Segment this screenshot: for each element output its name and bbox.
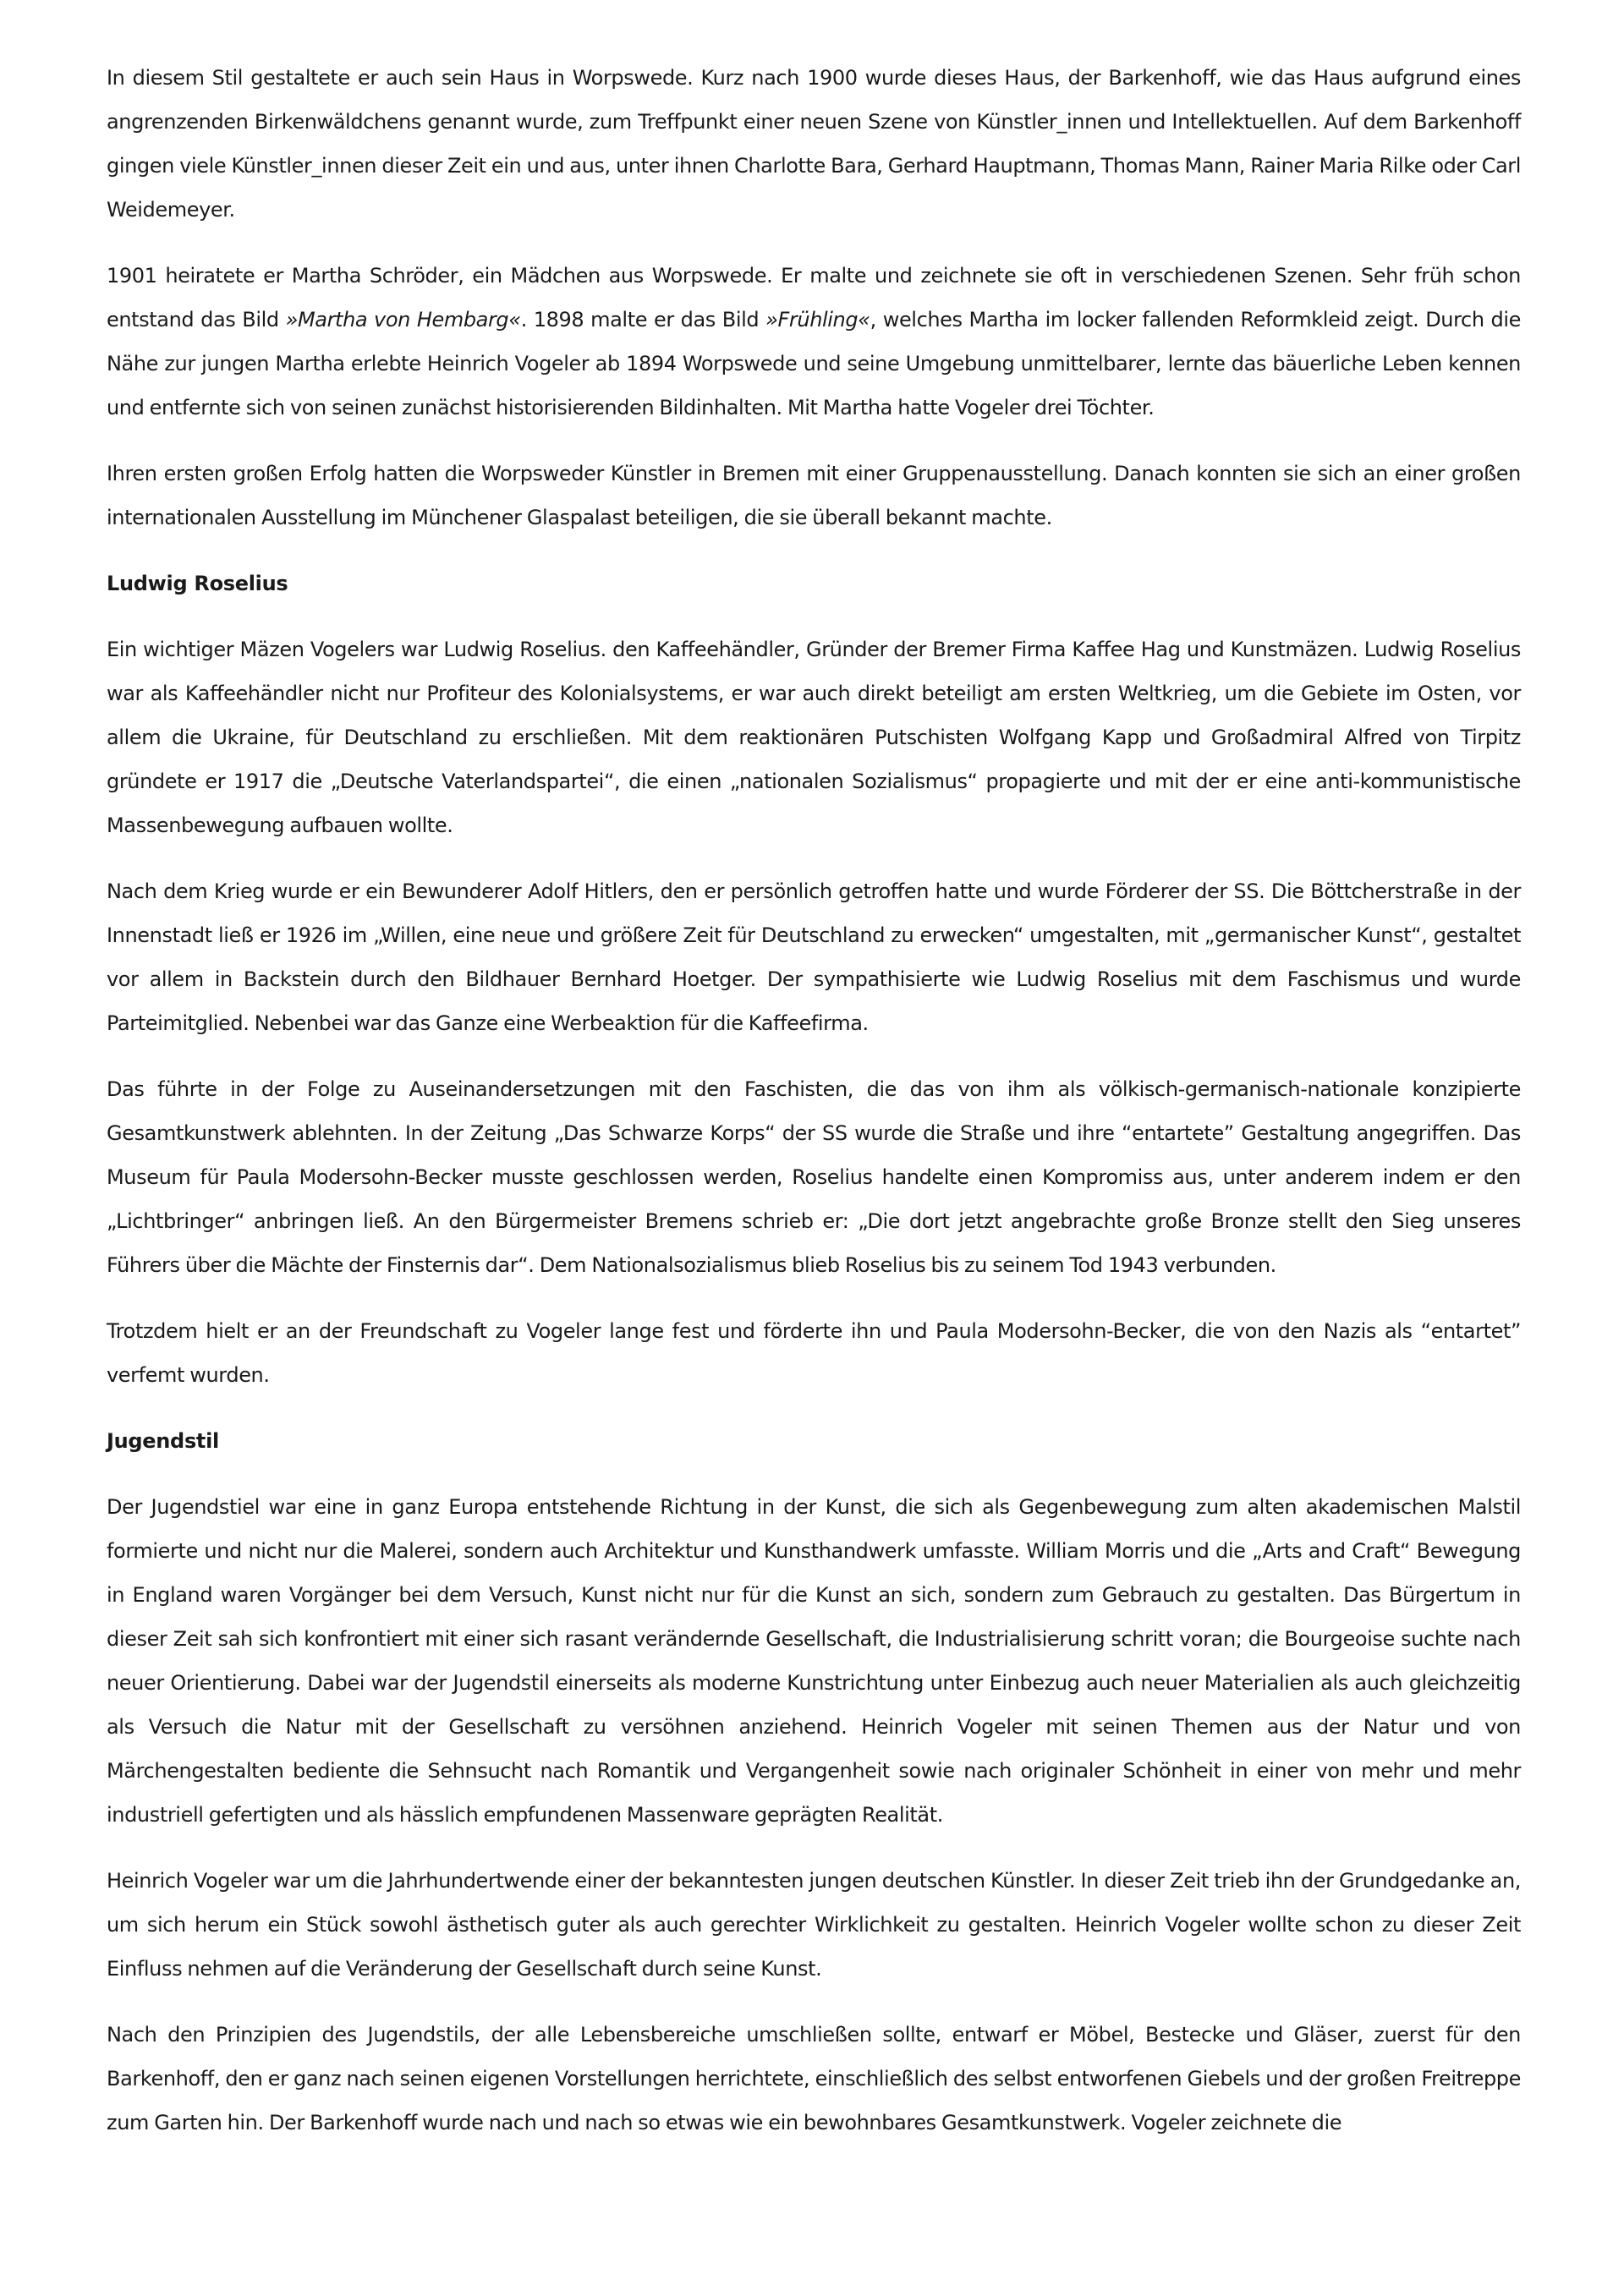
- paragraph-prinzipien: Nach den Prinzipien des Jugendstils, der alle Lebensbereiche umschließen sollte, entwarf er Möbel, Bestecke und Gläser, zuerst für den Barkenhoff, den er ganz nach seinen eigenen Vorstellungen herrichtete, einschließlich des selbst entworfenen Giebels und der großen Freitreppe zum Garten hin. Der Barkenhoff wurde nach und nach so etwas wie ein bewohnbares Gesamtkunstwerk. Vogeler zeichnete die: [107, 2023, 1521, 2134]
- paragraph-auseinandersetzungen: Das führte in der Folge zu Auseinandersetzungen mit den Faschisten, die das von ihm als völkisch-germanisch-nationale konzipierte Gesamtkunstwerk ablehnten. In der Zeitung „Das Schwarze Korps“ der SS wurde die Straße und ihre “entartete” Gestaltung angegriffen. Das Museum für Paula Modersohn-Becker musste geschlossen werden, Roselius handelte einen Kompromiss aus, unter anderem indem er den „Lichtbringer“ anbringen ließ. An den Bürgermeister Bremens schrieb er: „Die dort jetzt angebrachte große Bronze stellt den Sieg unseres Führers über die Mächte der Finsternis dar“. Dem Nationalsozialismus blieb Roselius bis zu seinem Tod 1943 verbunden.: [107, 1077, 1521, 1277]
- paragraph-jahrhundertwende: Heinrich Vogeler war um die Jahrhundertwende einer der bekanntesten jungen deutschen Künstler. In dieser Zeit trieb ihn der Grundgedanke an, um sich herum ein Stück sowohl ästhetisch guter als auch gerechter Wirklichkeit zu gestalten. Heinrich Vogeler wollte schon zu dieser Zeit Einfluss nehmen auf die Veränderung der Gesellschaft durch seine Kunst.: [107, 1869, 1521, 1981]
- paragraph-boettcherstrasse: Nach dem Krieg wurde er ein Bewunderer Adolf Hitlers, den er persönlich getroffen hatte und wurde Förderer der SS. Die Böttcherstraße in der Innenstadt ließ er 1926 im „Willen, eine neue und größere Zeit für Deutschland zu erwecken“ umgestalten, mit „germanischer Kunst“, gestaltet vor allem in Backstein durch den Bildhauer Bernhard Hoetger. Der sympathisierte wie Ludwig Roselius mit dem Faschismus und wurde Parteimitglied. Nebenbei war das Ganze eine Werbeaktion für die Kaffeefirma.: [107, 879, 1521, 1035]
- paragraph-martha-text-3: , welches Martha im locker fallenden Reformkleid zeigt. Durch die Nähe zur jungen Martha erlebte Heinrich Vogeler ab 1894 Worpswede und seine Umgebung unmittelbarer, lernte das bäuerliche Leben kennen und entfernte sich von seinen zunächst historisierenden Bildinhalten. Mit Martha hatte Vogeler drei Töchter.: [107, 308, 1521, 419]
- paragraph-martha-text-2: . 1898 malte er das Bild: [520, 308, 766, 332]
- paragraph-roselius-maezen: Ein wichtiger Mäzen Vogelers war Ludwig Roselius. den Kaffeehändler, Gründer der Bremer Firma Kaffee Hag und Kunstmäzen. Ludwig Roselius war als Kaffeehändler nicht nur Profiteur des Kolonialsystems, er war auch direkt beteiligt am ersten Weltkrieg, um die Gebiete im Osten, vor allem die Ukraine, für Deutschland zu erschließen. Mit dem reaktionären Putschisten Wolfgang Kapp und Großadmiral Alfred von Tirpitz gründete er 1917 die „Deutsche Vaterlandspartei“, die einen „nationalen Sozialismus“ propagierte und mit der er eine anti-kommunistische Massenbewegung aufbauen wollte.: [107, 638, 1521, 837]
- section-heading-jugendstil: Jugendstil: [107, 1429, 219, 1453]
- paragraph-erfolg: Ihren ersten großen Erfolg hatten die Worpsweder Künstler in Bremen mit einer Gruppenausstellung. Danach konnten sie sich an einer großen internationalen Ausstellung im Münchener Glaspalast beteiligen, die sie überall bekannt machte.: [107, 462, 1521, 529]
- document-page: [107, 56, 1521, 2145]
- paragraph-martha: [107, 254, 1521, 430]
- section-heading-ludwig-roselius: Ludwig Roselius: [107, 572, 288, 595]
- artwork-title-fruehling: »Frühling«: [765, 308, 870, 332]
- paragraph-freundschaft: Trotzdem hielt er an der Freundschaft zu Vogeler lange fest und förderte ihn und Paula Modersohn-Becker, die von den Nazis als “entartet” verfemt wurden.: [107, 1319, 1521, 1387]
- artwork-title-martha-von-hembarg: »Martha von Hembarg«: [285, 308, 521, 332]
- paragraph-martha-text-1: 1901 heiratete er Martha Schröder, ein Mädchen aus Worpswede. Er malte und zeichnete sie oft in verschiedenen Szenen. Sehr früh schon entstand das Bild: [107, 264, 1521, 332]
- paragraph-jugendstil: Der Jugendstiel war eine in ganz Europa entstehende Richtung in der Kunst, die sich als Gegenbewegung zum alten akademischen Malstil formierte und nicht nur die Malerei, sondern auch Architektur und Kunsthandwerk umfasste. William Morris und die „Arts and Craft“ Bewegung in England waren Vorgänger bei dem Versuch, Kunst nicht nur für die Kunst an sich, sondern zum Gebrauch zu gestalten. Das Bürgertum in dieser Zeit sah sich konfrontiert mit einer sich rasant verändernde Gesellschaft, die Industrialisierung schritt voran; die Bourgeoise suchte nach neuer Orientierung. Dabei war der Jugendstil einerseits als moderne Kunstrichtung unter Einbezug auch neuer Materialien als auch gleichzeitig als Versuch die Natur mit der Gesellschaft zu versöhnen anziehend. Heinrich Vogeler mit seinen Themen aus der Natur und von Märchengestalten bediente die Sehnsucht nach Romantik und Vergangenheit sowie nach originaler Schönheit in einer von mehr und mehr industriell gefertigten und als hässlich empfundenen Massenware geprägten Realität.: [107, 1495, 1521, 1827]
- paragraph-barkenhoff: In diesem Stil gestaltete er auch sein Haus in Worpswede. Kurz nach 1900 wurde dieses Haus, der Barkenhoff, wie das Haus aufgrund eines angrenzenden Birkenwäldchens genannt wurde, zum Treffpunkt einer neuen Szene von Künstler_innen und Intellektuellen. Auf dem Barkenhoff gingen viele Künstler_innen dieser Zeit ein und aus, unter ihnen Charlotte Bara, Gerhard Hauptmann, Thomas Mann, Rainer Maria Rilke oder Carl Weidemeyer.: [107, 66, 1521, 222]
